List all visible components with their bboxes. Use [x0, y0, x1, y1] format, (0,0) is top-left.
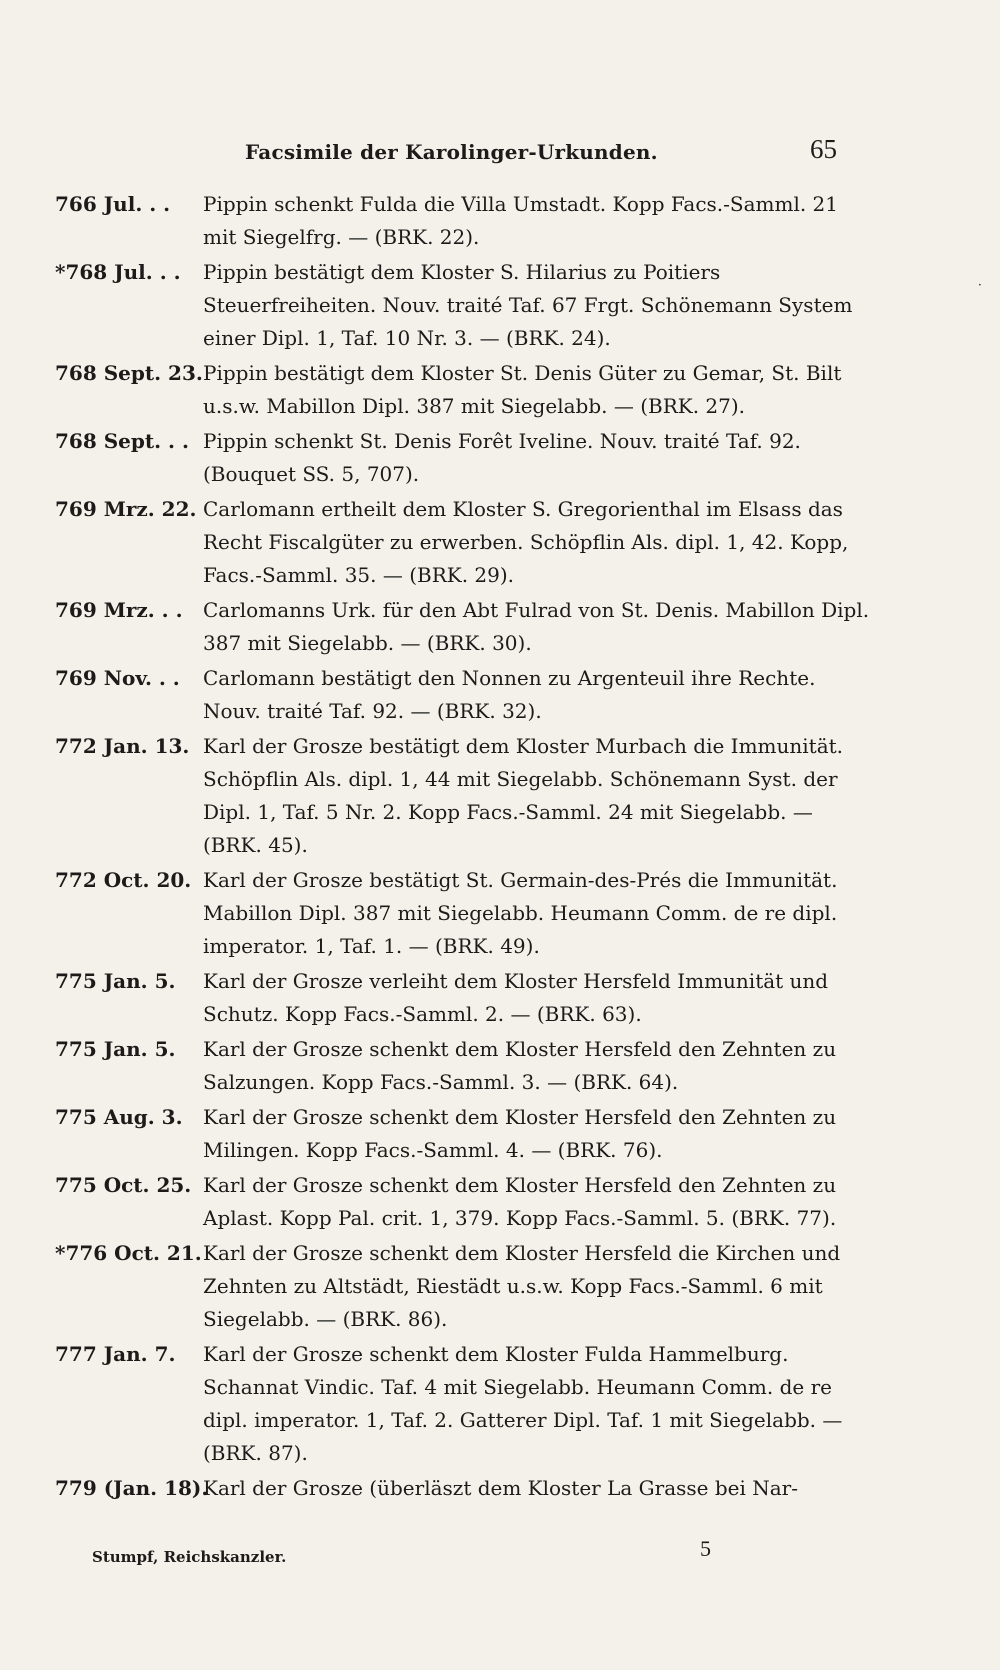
entry-text: Karl der Grosze schenkt dem Kloster Hersfeld den Zehnten zu Milingen. Kopp Facs.-Samml. 4. — (BRK. 76). — [203, 1105, 837, 1162]
list-item — [55, 1237, 870, 1336]
entry-date: 768 Sept. 23. — [55, 361, 203, 385]
list-item — [55, 1169, 870, 1235]
list-item — [55, 662, 870, 728]
entry-date: 769 Nov. . . — [55, 666, 180, 690]
list-item — [55, 493, 870, 592]
entry-text: Carlomann ertheilt dem Kloster S. Gregorienthal im Elsass das Recht Fiscalgüter zu erwerben. Schöpflin Als. dipl. 1, 42. Kopp, Facs.-Samml. 35. — (BRK. 29). — [203, 497, 849, 587]
entry-text: Pippin bestätigt dem Kloster St. Denis Güter zu Gemar, St. Bilt u.s.w. Mabillon Dipl. 387 mit Siegelabb. — (BRK. 27). — [203, 361, 842, 418]
entry-text: Karl der Grosze schenkt dem Kloster Hersfeld den Zehnten zu Salzungen. Kopp Facs.-Samml. 3. — (BRK. 64). — [203, 1037, 837, 1094]
entry-date: 772 Jan. 13. — [55, 734, 190, 758]
entry-text: Karl der Grosze (überläszt dem Kloster La Grasse bei Nar- — [203, 1476, 798, 1500]
entry-text: Pippin bestätigt dem Kloster S. Hilarius zu Poitiers Steuerfreiheiten. Nouv. traité Taf. 67 Frgt. Schönemann System einer Dipl. 1, Taf. 10 Nr. 3. — (BRK. 24). — [203, 260, 853, 350]
entry-date: 775 Oct. 25. — [55, 1173, 192, 1197]
footer-signature: Stumpf, Reichskanzler. — [92, 1548, 287, 1566]
running-header: Facsimile der Karolinger-Urkunden. — [245, 140, 658, 164]
list-item — [55, 188, 870, 254]
entry-text: Pippin schenkt Fulda die Villa Umstadt. Kopp Facs.-Samml. 21 mit Siegelfrg. — (BRK. 22). — [203, 192, 839, 249]
entry-text: Karl der Grosze schenkt dem Kloster Hersfeld die Kirchen und Zehnten zu Altstädt, Riestädt u.s.w. Kopp Facs.-Samml. 6 mit Siegelabb. — (BRK. 86). — [203, 1241, 841, 1331]
entry-list — [55, 188, 870, 1507]
entry-date: *776 Oct. 21. — [55, 1241, 202, 1265]
list-item — [55, 730, 870, 862]
page-number: 65 — [810, 134, 837, 164]
entry-date: 777 Jan. 7. — [55, 1342, 176, 1366]
list-item — [55, 256, 870, 355]
list-item — [55, 1472, 870, 1505]
sheet-number: 5 — [700, 1536, 711, 1561]
list-item — [55, 357, 870, 423]
entry-date: 775 Jan. 5. — [55, 969, 176, 993]
entry-date: 768 Sept. . . — [55, 429, 189, 453]
entry-text: Karl der Grosze bestätigt St. Germain-des-Prés die Immunität. Mabillon Dipl. 387 mit Siegelabb. Heumann Comm. de re dipl. imperator. 1, Taf. 1. — (BRK. 49). — [203, 868, 838, 958]
entry-date: 779 (Jan. 18). — [55, 1476, 209, 1500]
margin-mark: · — [978, 278, 982, 292]
list-item — [55, 1338, 870, 1470]
list-item — [55, 1101, 870, 1167]
entry-date: 769 Mrz. 22. — [55, 497, 197, 521]
entry-date: 769 Mrz. . . — [55, 598, 183, 622]
entry-text: Karl der Grosze schenkt dem Kloster Fulda Hammelburg. Schannat Vindic. Taf. 4 mit Siegelabb. Heumann Comm. de re dipl. imperator. 1, Taf. 2. Gatterer Dipl. Taf. 1 mit Siegelabb. — (BRK. 87). — [203, 1342, 843, 1465]
list-item — [55, 425, 870, 491]
list-item — [55, 965, 870, 1031]
entry-date: *768 Jul. . . — [55, 260, 181, 284]
entry-text: Carlomann bestätigt den Nonnen zu Argenteuil ihre Rechte. Nouv. traité Taf. 92. — (BRK. 32). — [203, 666, 816, 723]
entry-text: Karl der Grosze bestätigt dem Kloster Murbach die Immunität. Schöpflin Als. dipl. 1, 44 mit Siegelabb. Schönemann Syst. der Dipl. 1, Taf. 5 Nr. 2. Kopp Facs.-Samml. 24 mit Siegelabb. — (BRK. 45). — [203, 734, 844, 857]
entry-date: 772 Oct. 20. — [55, 868, 192, 892]
entry-text: Carlomanns Urk. für den Abt Fulrad von St. Denis. Mabillon Dipl. 387 mit Siegelabb. — (BRK. 30). — [203, 598, 870, 655]
entry-date: 775 Aug. 3. — [55, 1105, 183, 1129]
entry-date: 775 Jan. 5. — [55, 1037, 176, 1061]
list-item — [55, 1033, 870, 1099]
entry-text: Karl der Grosze schenkt dem Kloster Hersfeld den Zehnten zu Aplast. Kopp Pal. crit. 1, 379. Kopp Facs.-Samml. 5. (BRK. 77). — [203, 1173, 837, 1230]
list-item — [55, 864, 870, 963]
list-item — [55, 594, 870, 660]
entry-text: Pippin schenkt St. Denis Forêt Iveline. Nouv. traité Taf. 92. (Bouquet SS. 5, 707). — [203, 429, 801, 486]
entry-text: Karl der Grosze verleiht dem Kloster Hersfeld Immunität und Schutz. Kopp Facs.-Samml. 2. — (BRK. 63). — [203, 969, 829, 1026]
entry-date: 766 Jul. . . — [55, 192, 171, 216]
